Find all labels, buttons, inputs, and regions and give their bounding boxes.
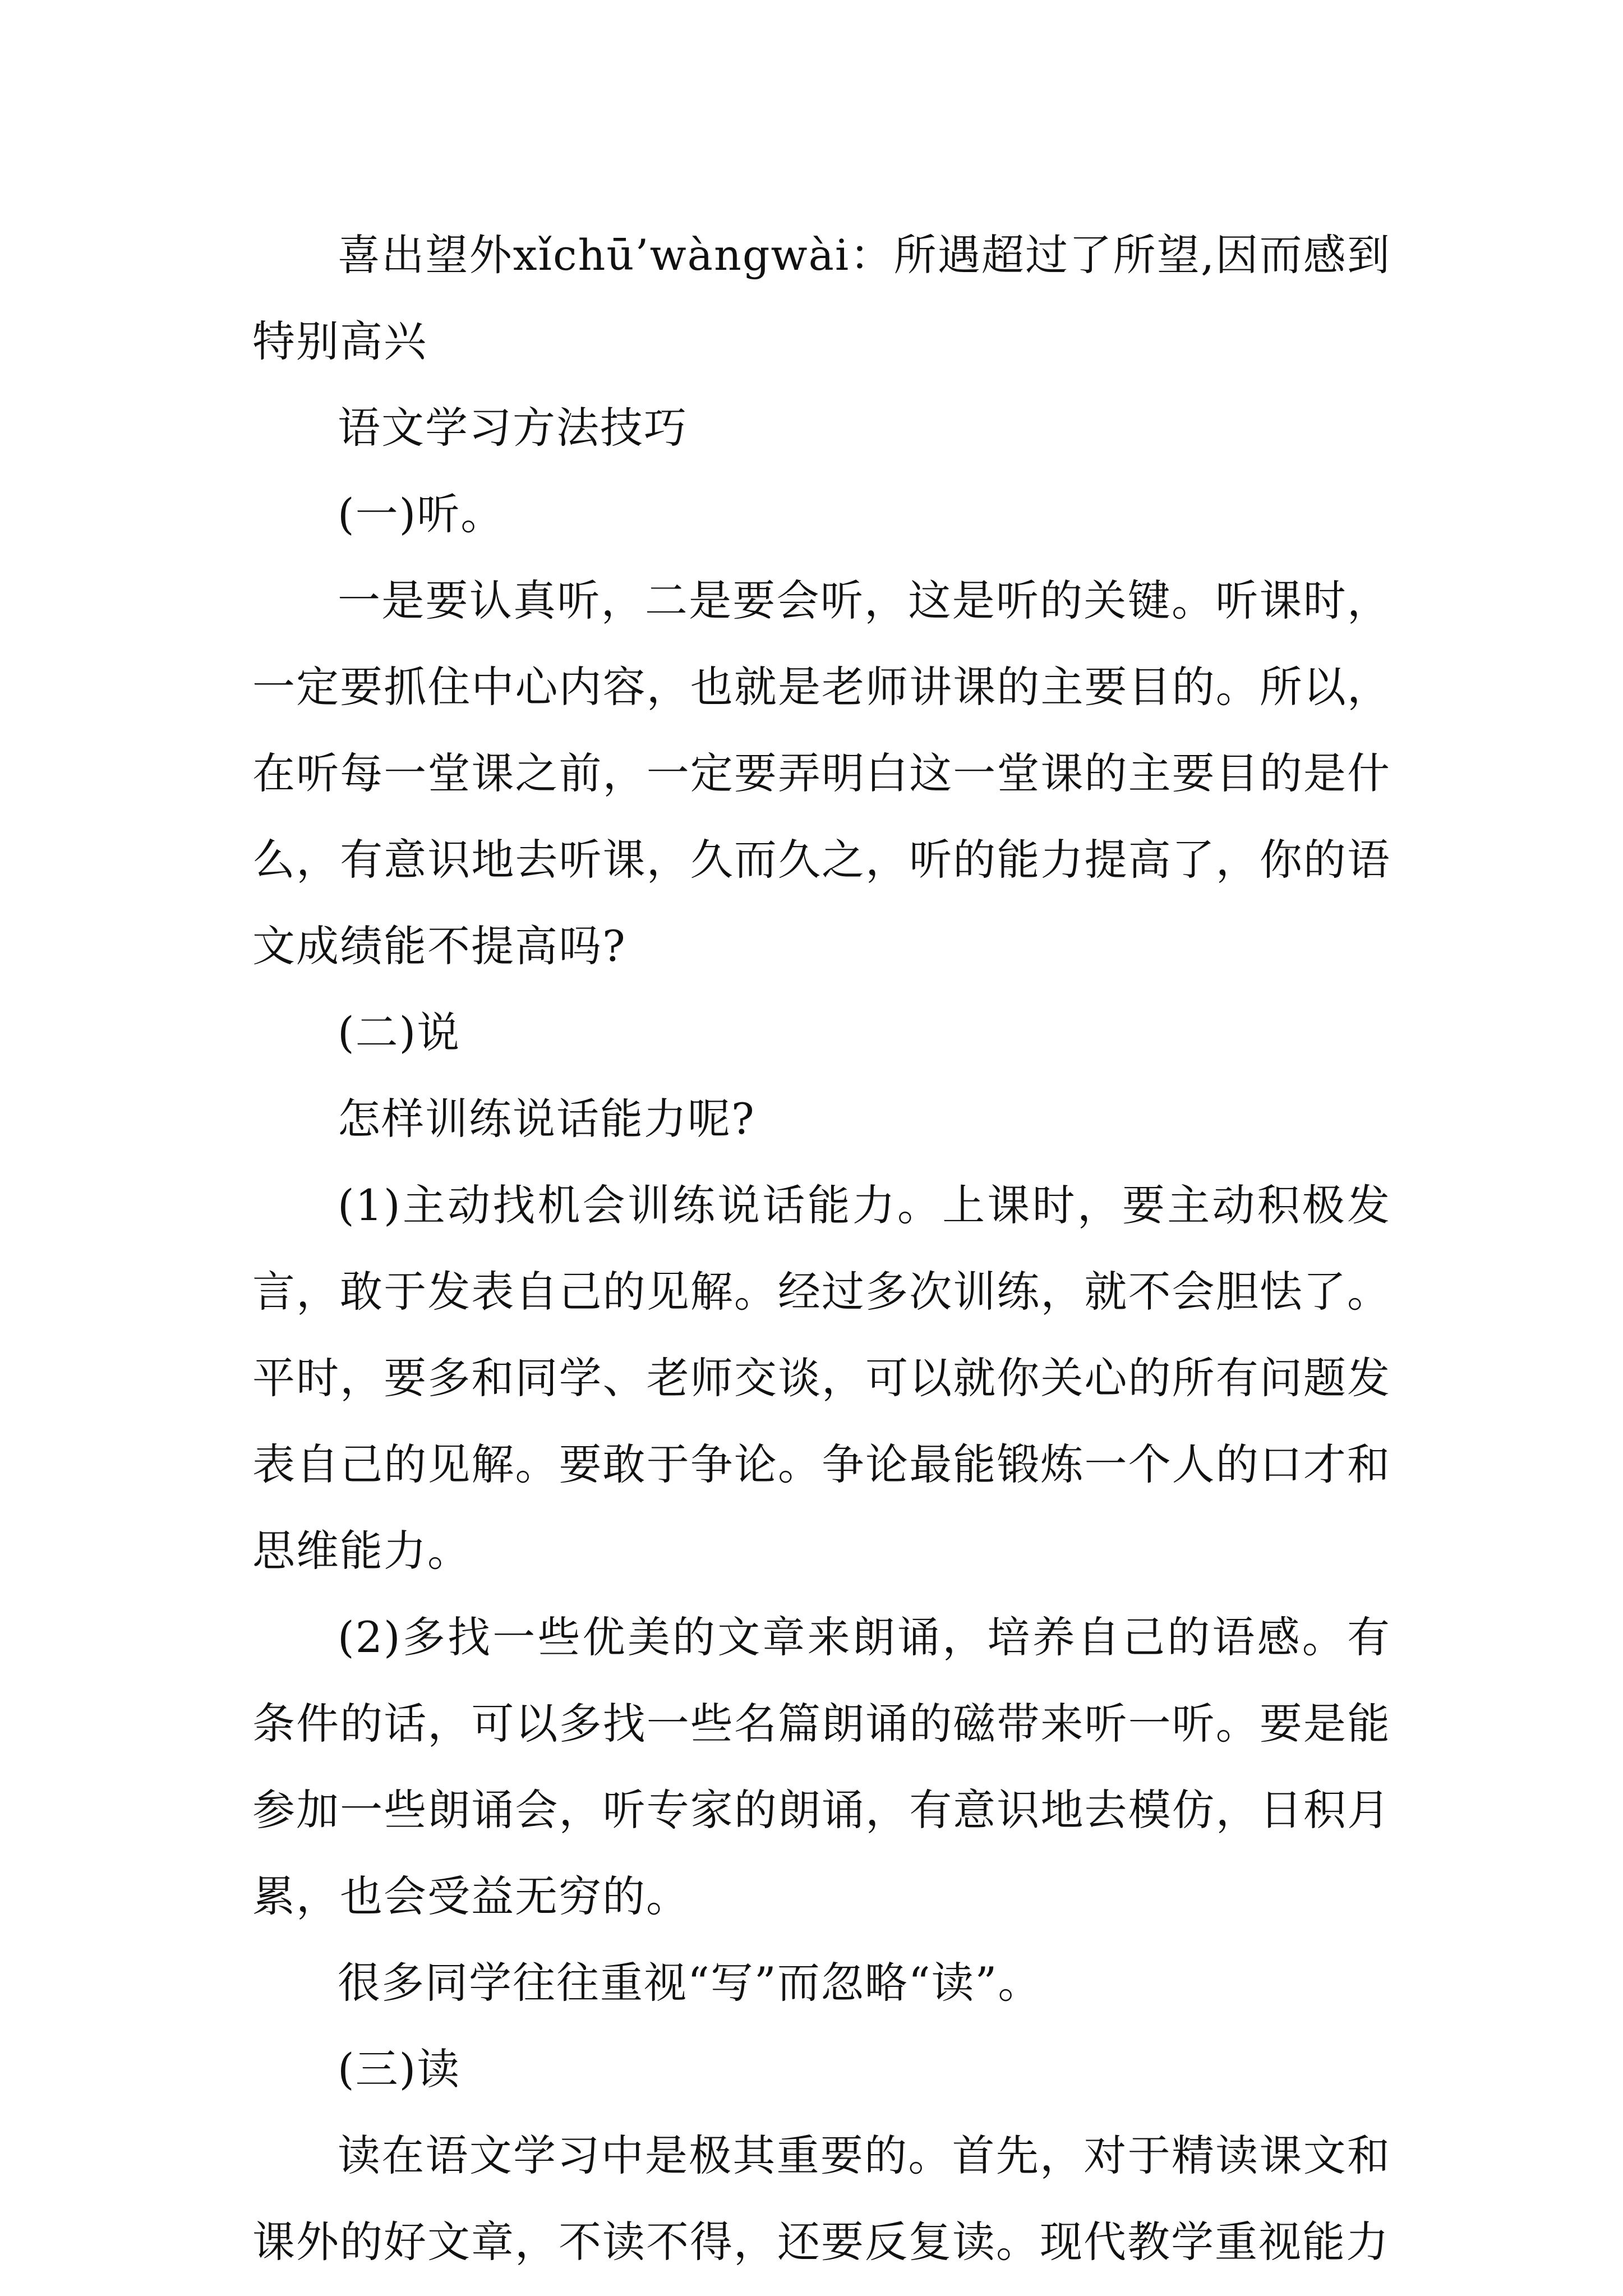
paragraph-speak-point-1: (1)主动找机会训练说话能力。上课时，要主动积极发言，敢于发表自己的见解。经过多次训练，就不会胆怯了。平时，要多和同学、老师交谈，可以就你关心的所有问题发表自己的见解。要敢于争论。争论最能锻炼一个人的口才和思维能力。: [252, 1180, 1391, 1576]
paragraph-listen-body: 一是要认真听，二是要会听，这是听的关键。听课时，一定要抓住中心内容，也就是老师讲课的主要目的。所以，在听每一堂课之前，一定要弄明白这一堂课的主要目的是什么，有意识地去听课，久而久之，听的能力提高了，你的语文成绩能不提高吗?: [252, 576, 1391, 971]
document-body: [252, 212, 1391, 2285]
subheading-read: (三)读: [338, 2044, 461, 2094]
subheading-listen: (一)听。: [338, 489, 505, 539]
paragraph-speak-point-2: (2)多找一些优美的文章来朗诵，培养自己的语感。有条件的话，可以多找一些名篇朗诵的磁带来听一听。要是能参加一些朗诵会，听专家的朗诵，有意识地去模仿，日积月累，也会受益无穷的。: [252, 1612, 1391, 1921]
paragraph-read-body: 读在语文学习中是极其重要的。首先，对于精读课文和课外的好文章，不读不得，还要反复读。现代教学重视能力: [252, 2131, 1391, 2267]
paragraph-idiom-definition: 喜出望外xǐchū’wàngwài：所遇超过了所望,因而感到特别高兴: [252, 230, 1391, 366]
section-heading-study-methods: 语文学习方法技巧: [338, 403, 688, 453]
paragraph-speak-question: 怎样训练说话能力呢?: [338, 1094, 755, 1144]
paragraph-read-write-note: 很多同学往往重视“写”而忽略“读”。: [338, 1958, 1042, 2008]
subheading-speak: (二)说: [338, 1007, 461, 1057]
